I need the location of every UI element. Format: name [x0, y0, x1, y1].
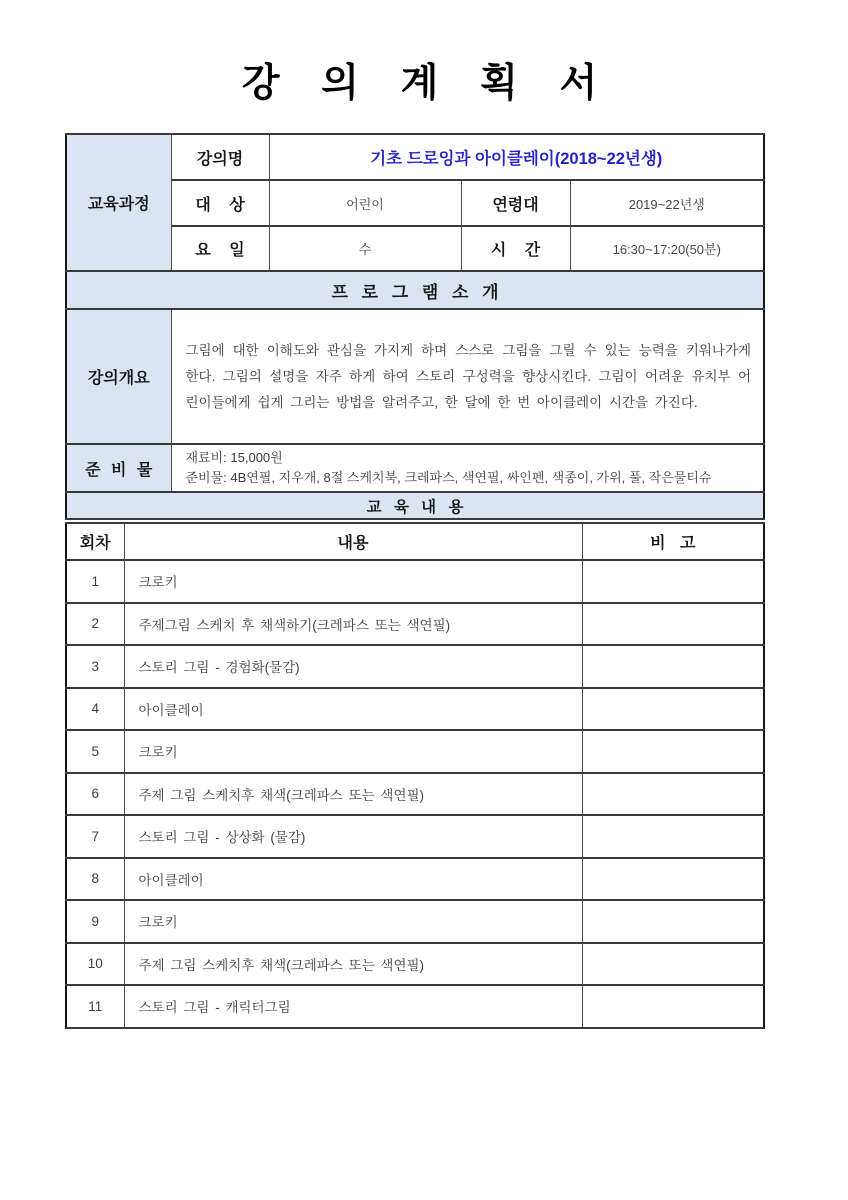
table-row	[66, 603, 764, 646]
session-content: 주제 그림 스케치후 채색(크레파스 또는 색연필)	[124, 773, 582, 816]
table-row	[66, 773, 764, 816]
session-number: 7	[66, 815, 124, 858]
day-label: 요 일	[171, 226, 269, 271]
session-content: 크로키	[124, 560, 582, 603]
materials-cost-line: 재료비: 15,000원	[185, 450, 283, 465]
course-category-label: 교육과정	[66, 134, 171, 271]
column-header-note: 비 고	[582, 523, 764, 560]
session-note	[582, 943, 764, 986]
column-header-session: 회차	[66, 523, 124, 560]
overview-label: 강의개요	[66, 309, 171, 444]
course-info-table	[65, 133, 765, 520]
time-value: 16:30~17:20(50분)	[570, 226, 764, 271]
table-row	[66, 900, 764, 943]
table-row	[66, 858, 764, 901]
page-title: 강 의 계 획 서	[241, 62, 607, 105]
session-note	[582, 603, 764, 646]
session-note	[582, 730, 764, 773]
course-target-row	[66, 180, 764, 226]
session-note	[582, 985, 764, 1028]
session-number: 2	[66, 603, 124, 646]
day-value: 수	[269, 226, 461, 271]
session-number: 3	[66, 645, 124, 688]
session-note	[582, 773, 764, 816]
table-row	[66, 815, 764, 858]
session-note	[582, 560, 764, 603]
session-content: 스토리 그림 - 경험화(물감)	[124, 645, 582, 688]
materials-row	[66, 444, 764, 492]
session-note	[582, 645, 764, 688]
program-intro-header-row	[66, 271, 764, 309]
curriculum-table	[65, 522, 765, 1029]
time-label: 시 간	[461, 226, 570, 271]
table-row	[66, 688, 764, 731]
overview-row	[66, 309, 764, 444]
table-row	[66, 943, 764, 986]
session-content: 크로키	[124, 900, 582, 943]
session-note	[582, 815, 764, 858]
table-row	[66, 560, 764, 603]
session-content: 아이클레이	[124, 688, 582, 731]
session-number: 8	[66, 858, 124, 901]
session-content: 스토리 그림 - 상상화 (물감)	[124, 815, 582, 858]
session-number: 11	[66, 985, 124, 1028]
session-content: 크로키	[124, 730, 582, 773]
age-group-value: 2019~22년생	[570, 180, 764, 226]
target-value: 어린이	[269, 180, 461, 226]
course-name-value: 기초 드로잉과 아이클레이(2018~22년생)	[269, 134, 764, 180]
session-content: 아이클레이	[124, 858, 582, 901]
session-content: 주제그림 스케치 후 채색하기(크레파스 또는 색연필)	[124, 603, 582, 646]
table-row	[66, 985, 764, 1028]
curriculum-header-row	[66, 492, 764, 519]
session-number: 6	[66, 773, 124, 816]
session-content: 주제 그림 스케치후 채색(크레파스 또는 색연필)	[124, 943, 582, 986]
session-number: 4	[66, 688, 124, 731]
target-label: 대 상	[171, 180, 269, 226]
table-row	[66, 730, 764, 773]
session-number: 9	[66, 900, 124, 943]
program-intro-header: 프 로 그 램 소 개	[66, 271, 764, 309]
session-number: 1	[66, 560, 124, 603]
column-header-content: 내용	[124, 523, 582, 560]
materials-value	[171, 444, 764, 492]
course-schedule-row	[66, 226, 764, 271]
overview-text: 그림에 대한 이해도와 관심을 가지게 하며 스스로 그림을 그릴 수 있는 능력을 키워나가게 한다. 그림의 설명을 자주 하게 하여 스토리 구성력을 향상시킨다. 그림이 어려운 유치부 어린이들에게 쉽게 그리는 방법을 알려주고, 한 달에 한 번 아이클레이 시간을 가진다.	[171, 309, 764, 444]
session-number: 5	[66, 730, 124, 773]
session-note	[582, 900, 764, 943]
age-group-label: 연령대	[461, 180, 570, 226]
session-number: 10	[66, 943, 124, 986]
curriculum-header: 교 육 내 용	[66, 492, 764, 519]
course-name-label: 강의명	[171, 134, 269, 180]
session-note	[582, 688, 764, 731]
curriculum-column-header-row	[66, 523, 764, 560]
materials-label: 준 비 물	[66, 444, 171, 492]
course-name-row	[66, 134, 764, 180]
session-content: 스토리 그림 - 캐릭터그림	[124, 985, 582, 1028]
table-row	[66, 645, 764, 688]
session-note	[582, 858, 764, 901]
materials-items-line: 준비물: 4B연필, 지우개, 8절 스케치북, 크레파스, 색연필, 싸인펜, 색종이, 가위, 풀, 작은물티슈	[185, 470, 712, 485]
